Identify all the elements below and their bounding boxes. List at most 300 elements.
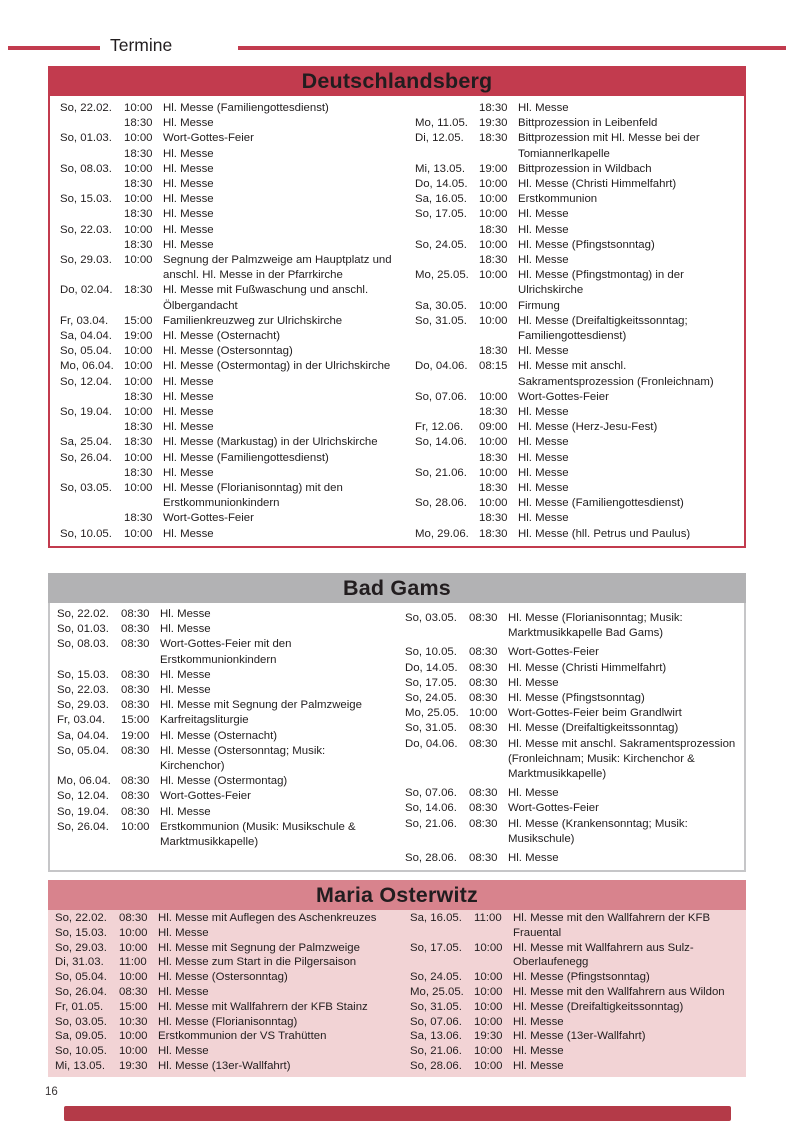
event-date: So, 17.05. (415, 208, 467, 221)
event-label: Bittprozession in Wildbach (518, 162, 652, 175)
event-date: So, 19.04. (57, 805, 109, 818)
event-date: So, 28.06. (415, 497, 467, 510)
event-date: So, 10.05. (55, 1045, 107, 1058)
event-label: Hl. Messe (hll. Petrus und Paulus) (518, 527, 691, 540)
schedule-row (50, 451, 397, 466)
event-date (60, 390, 124, 405)
event-date: Sa, 16.05. (410, 912, 462, 924)
event-label: Hl. Messe (Christi Himmelfahrt) (518, 178, 677, 191)
schedule-row (397, 706, 744, 721)
schedule-row (397, 253, 744, 268)
schedule-row (50, 789, 397, 804)
schedule-row (397, 116, 744, 131)
schedule-row (50, 359, 397, 374)
event-label: Karfreitagsliturgie (160, 714, 249, 727)
event-label: Hl. Messe zum Start in die Pilgersaison (158, 956, 357, 969)
event-date (60, 147, 124, 162)
event-date: So, 29.03. (60, 254, 112, 267)
event-time: 08:30 (121, 790, 150, 803)
event-time: 19:00 (479, 162, 508, 175)
event-label: Hl. Messe (163, 406, 214, 419)
event-label: Hl. Messe (Dreifaltigkeitssonntag) (513, 1000, 684, 1013)
schedule-row (397, 131, 744, 161)
schedule-row (397, 527, 744, 542)
event-time: 08:30 (121, 608, 150, 620)
section-title-deutschlandsberg: Deutschlandsberg (48, 66, 746, 96)
schedule-row (397, 451, 744, 466)
event-label: Hl. Messe (518, 451, 569, 464)
event-label: Hl. Messe (Herz-Jesu-Fest) (518, 421, 658, 434)
schedule-row (48, 1059, 397, 1074)
event-time: 18:30 (479, 406, 508, 419)
event-label: Hl. Messe (163, 178, 214, 191)
event-label: Hl. Messe mit anschl. Sakramentsprozession (Fronleichnam; Musik: Kirchenchor & Marktmusikkapelle) (508, 737, 736, 781)
event-time: 11:00 (119, 956, 147, 969)
event-date (415, 223, 479, 238)
schedule-row (397, 344, 744, 359)
event-label: Wort-Gottes-Feier (160, 790, 251, 803)
event-label: Hl. Messe (Osternacht) (160, 729, 278, 742)
event-label: Hl. Messe mit den Wallfahrern der KFB Frauental (513, 912, 711, 939)
event-time: 10:30 (119, 1015, 148, 1028)
event-date: So, 22.03. (57, 684, 109, 697)
event-date (60, 238, 124, 253)
event-date: So, 05.04. (60, 345, 112, 358)
event-date: So, 07.06. (405, 787, 457, 800)
event-label: Hl. Messe (163, 117, 214, 130)
event-date: So, 26.04. (60, 451, 112, 464)
event-date: So, 03.05. (55, 1015, 107, 1028)
schedule-row (50, 131, 397, 146)
event-time: 18:30 (124, 117, 153, 130)
event-time: 18:30 (124, 284, 153, 297)
event-time: 18:30 (124, 390, 153, 403)
event-time: 10:00 (474, 941, 503, 954)
schedule-column-left (50, 607, 397, 850)
footer-bar (64, 1106, 731, 1121)
event-time: 10:00 (124, 193, 153, 206)
event-label: Hl. Messe (Familiengottesdienst) (518, 497, 684, 510)
schedule-row (48, 1029, 397, 1044)
event-time: 10:00 (469, 707, 498, 720)
event-label: Hl. Messe (508, 676, 559, 689)
event-time: 15:00 (119, 1000, 148, 1013)
schedule-row (50, 622, 397, 637)
schedule-deutschlandsberg (48, 96, 746, 548)
event-time: 18:30 (124, 466, 153, 479)
event-time: 10:00 (124, 223, 153, 236)
event-time: 19:30 (479, 117, 508, 130)
event-date: Mo, 25.05. (410, 985, 464, 998)
schedule-row (48, 970, 397, 985)
schedule-row (50, 527, 397, 542)
schedule-row (50, 435, 397, 450)
event-date: Sa, 13.06. (410, 1030, 462, 1043)
event-date (415, 481, 479, 496)
schedule-row (397, 177, 744, 192)
schedule-row (397, 801, 744, 816)
event-time: 10:00 (479, 466, 508, 479)
event-date: So, 15.03. (60, 193, 112, 206)
event-time: 10:00 (124, 406, 153, 419)
event-label: Firmung (518, 299, 560, 312)
event-date: So, 22.02. (55, 912, 107, 924)
event-label: Hl. Messe (518, 482, 569, 495)
event-time: 10:00 (479, 390, 508, 403)
schedule-row (397, 851, 744, 866)
event-date (60, 207, 124, 222)
event-label: Hl. Messe (160, 608, 211, 620)
schedule-row (50, 683, 397, 698)
event-label: Hl. Messe (Pfingstsonntag) (518, 238, 655, 251)
schedule-row (48, 1044, 397, 1059)
event-date: So, 19.04. (60, 406, 112, 419)
event-date: Mi, 13.05. (415, 162, 466, 175)
event-label: Hl. Messe (163, 527, 214, 540)
event-label: Hl. Messe (Pfingstsonntag) (508, 692, 645, 705)
event-date: So, 12.04. (57, 790, 109, 803)
event-label: Hl. Messe (518, 254, 569, 267)
schedule-row (50, 511, 397, 526)
section-bad-gams (48, 573, 746, 872)
event-label: Hl. Messe (Ostersonntag; Musik: Kirchenchor) (160, 744, 326, 773)
event-time: 08:30 (469, 722, 498, 735)
schedule-row (397, 691, 744, 706)
event-time: 10:00 (479, 269, 508, 282)
event-time: 18:30 (124, 208, 153, 221)
section-title-bad-gams: Bad Gams (48, 573, 746, 603)
event-date (415, 511, 479, 526)
event-time: 10:00 (124, 345, 153, 358)
schedule-row (397, 721, 744, 736)
event-date: So, 01.03. (57, 623, 109, 636)
schedule-column-right (397, 911, 746, 1074)
event-label: Wort-Gottes-Feier (163, 132, 254, 145)
event-time: 18:30 (124, 421, 153, 434)
schedule-row (397, 911, 746, 941)
event-date: So, 17.05. (405, 676, 457, 689)
event-time: 08:30 (469, 661, 498, 674)
kicker-rule-right (238, 46, 786, 50)
event-date: So, 24.05. (405, 692, 457, 705)
event-label: Hl. Messe (Pfingstsonntag) (513, 971, 650, 984)
event-label: Hl. Messe (518, 208, 569, 221)
event-label: Hl. Messe (Markustag) in der Ulrichskirche (163, 436, 378, 449)
section-maria-osterwitz (48, 880, 746, 1077)
event-time: 10:00 (479, 193, 508, 206)
event-time: 08:30 (121, 684, 150, 697)
event-time: 09:00 (479, 421, 508, 434)
event-date: So, 14.06. (405, 802, 457, 815)
event-label: Hl. Messe (513, 1015, 564, 1028)
event-label: Wort-Gottes-Feier (508, 802, 599, 815)
schedule-row (50, 192, 397, 207)
schedule-row (50, 481, 397, 511)
event-time: 10:00 (124, 375, 153, 388)
event-time: 10:00 (474, 985, 503, 998)
schedule-row (397, 970, 746, 985)
schedule-row (50, 329, 397, 344)
event-date: So, 28.06. (405, 852, 457, 865)
event-time: 10:00 (119, 971, 148, 984)
schedule-row (48, 1000, 397, 1015)
schedule-row (48, 941, 397, 956)
event-date: So, 31.05. (410, 1000, 462, 1013)
event-label: Familienkreuzweg zur Ulrichskirche (163, 314, 343, 327)
event-time: 10:00 (124, 132, 153, 145)
event-label: Hl. Messe mit Wallfahrern aus Sulz-Oberlaufenegg (513, 941, 694, 969)
schedule-row (50, 253, 397, 283)
schedule-row (50, 147, 397, 162)
schedule-row (397, 737, 744, 783)
event-date: Do, 14.05. (405, 661, 458, 674)
event-time: 10:00 (479, 208, 508, 221)
event-date: So, 21.06. (405, 817, 457, 830)
event-time: 08:30 (119, 985, 148, 998)
event-time: 10:00 (119, 941, 148, 954)
event-time: 08:30 (469, 817, 498, 830)
schedule-row (397, 511, 744, 526)
event-date: So, 22.03. (60, 223, 112, 236)
event-label: Hl. Messe mit Fußwaschung und anschl. Ölbergandacht (163, 284, 369, 312)
event-label: Hl. Messe (160, 805, 211, 818)
event-label: Hl. Messe (518, 406, 569, 419)
event-date: So, 10.05. (60, 527, 112, 540)
event-date: Sa, 09.05. (55, 1030, 107, 1043)
schedule-row (50, 405, 397, 420)
event-time: 18:30 (124, 512, 153, 525)
schedule-row (397, 985, 746, 1000)
schedule-row (50, 637, 397, 667)
schedule-row (397, 611, 744, 641)
event-date: So, 22.02. (60, 102, 112, 114)
event-date: So, 07.06. (415, 390, 467, 403)
event-label: Hl. Messe (Osternacht) (163, 330, 281, 343)
event-time: 08:30 (469, 802, 498, 815)
schedule-column-right (397, 611, 744, 866)
schedule-row (397, 435, 744, 450)
event-time: 18:30 (479, 254, 508, 267)
event-time: 08:30 (469, 692, 498, 705)
event-date: So, 12.04. (60, 375, 112, 388)
schedule-column-left (48, 911, 397, 1074)
event-date (60, 466, 124, 481)
schedule-row (50, 238, 397, 253)
event-time: 10:00 (474, 1000, 503, 1013)
event-time: 10:00 (121, 820, 150, 833)
schedule-maria-osterwitz (48, 910, 746, 1077)
event-label: Hl. Messe mit Segnung der Palmzweige (160, 699, 362, 712)
event-time: 08:30 (469, 612, 498, 624)
event-label: Wort-Gottes-Feier beim Grandlwirt (508, 707, 682, 720)
event-time: 18:30 (124, 238, 153, 251)
event-time: 08:30 (121, 744, 150, 757)
event-label: Hl. Messe (Ostermontag) (160, 775, 288, 788)
event-label: Hl. Messe (163, 208, 214, 221)
schedule-row (50, 729, 397, 744)
event-label: Hl. Messe (Ostermontag) in der Ulrichskirche (163, 360, 391, 373)
event-date: Di, 12.05. (415, 132, 464, 145)
schedule-row (50, 177, 397, 192)
event-time: 10:00 (479, 497, 508, 510)
event-label: Hl. Messe (163, 193, 214, 206)
event-time: 08:30 (469, 852, 498, 865)
event-label: Hl. Messe (Dreifaltigkeitssonntag; Familiengottesdienst) (518, 314, 688, 343)
event-time: 19:00 (124, 330, 153, 343)
event-date: Mo, 06.04. (60, 360, 114, 373)
schedule-row (397, 101, 744, 116)
event-time: 10:00 (124, 102, 153, 114)
event-label: Erstkommunion (Musik: Musikschule & Marktmusikkapelle) (160, 820, 356, 849)
event-label: Hl. Messe (518, 102, 569, 114)
section-title-maria-osterwitz: Maria Osterwitz (48, 880, 746, 910)
event-time: 18:30 (479, 102, 508, 114)
event-date: So, 05.04. (57, 744, 109, 757)
schedule-row (50, 744, 397, 774)
event-time: 08:30 (121, 623, 150, 636)
schedule-row (397, 645, 744, 660)
schedule-row (50, 698, 397, 713)
event-label: Hl. Messe (158, 985, 209, 998)
event-label: Erstkommunion (518, 193, 598, 206)
event-date: Do, 04.06. (415, 360, 468, 373)
event-date: So, 08.03. (57, 638, 109, 651)
event-time: 10:00 (124, 527, 153, 540)
event-date: Fr, 12.06. (415, 421, 464, 434)
event-time: 10:00 (119, 1030, 148, 1043)
event-time: 10:00 (119, 926, 148, 939)
schedule-row (397, 1000, 746, 1015)
event-label: Hl. Messe (518, 223, 569, 236)
event-time: 10:00 (124, 162, 153, 175)
schedule-bad-gams (48, 603, 746, 872)
schedule-row (50, 713, 397, 728)
event-label: Hl. Messe (518, 512, 569, 525)
schedule-row (50, 466, 397, 481)
event-label: Hl. Messe (163, 147, 214, 160)
event-date: So, 05.04. (55, 971, 107, 984)
schedule-row (397, 207, 744, 222)
event-label: Hl. Messe (160, 684, 211, 697)
schedule-row (50, 607, 397, 622)
event-label: Hl. Messe (Familiengottesdienst) (163, 451, 329, 464)
event-date: Di, 31.03. (55, 956, 104, 969)
event-date: So, 29.03. (55, 941, 107, 954)
schedule-row (397, 1059, 746, 1074)
event-time: 08:30 (121, 805, 150, 818)
kicker-rule-left (8, 46, 100, 50)
event-time: 10:00 (479, 238, 508, 251)
event-label: Hl. Messe mit den Wallfahrern aus Wildon (513, 985, 725, 998)
event-date: Sa, 25.04. (60, 436, 112, 449)
event-time: 15:00 (121, 714, 150, 727)
event-time: 18:30 (479, 527, 508, 540)
event-label: Hl. Messe (163, 421, 214, 434)
event-time: 10:00 (479, 299, 508, 312)
event-date (415, 451, 479, 466)
event-date: Sa, 04.04. (60, 330, 112, 343)
schedule-row (48, 955, 397, 970)
event-date: So, 03.05. (405, 612, 457, 624)
event-time: 10:00 (479, 178, 508, 191)
event-label: Wort-Gottes-Feier (163, 512, 254, 525)
event-label: Hl. Messe (13er-Wallfahrt) (513, 1030, 646, 1043)
event-label: Hl. Messe (160, 668, 211, 681)
event-time: 08:30 (119, 912, 148, 924)
event-label: Hl. Messe (Dreifaltigkeitssonntag) (508, 722, 679, 735)
schedule-column-left (50, 101, 397, 542)
event-time: 08:30 (469, 676, 498, 689)
event-label: Bittprozession mit Hl. Messe bei der Tomiannerlkapelle (518, 132, 700, 160)
event-date: So, 21.06. (410, 1045, 462, 1058)
schedule-row (397, 405, 744, 420)
event-time: 08:30 (469, 646, 498, 659)
page-number: 16 (45, 1086, 58, 1098)
event-label: Hl. Messe mit Segnung der Palmzweige (158, 941, 360, 954)
event-label: Hl. Messe (Florianisonntag) mit den Erstkommunionkindern (163, 482, 343, 510)
event-date (60, 511, 124, 526)
schedule-row (50, 207, 397, 222)
event-date: Mo, 25.05. (405, 707, 459, 720)
schedule-row (397, 238, 744, 253)
schedule-row (50, 344, 397, 359)
schedule-column-right (397, 101, 744, 542)
event-time: 18:30 (124, 178, 153, 191)
schedule-row (48, 911, 397, 926)
event-date: Fr, 03.04. (60, 314, 109, 327)
event-label: Hl. Messe (Christi Himmelfahrt) (508, 661, 667, 674)
event-date: Fr, 01.05. (55, 1000, 104, 1013)
schedule-row (397, 162, 744, 177)
event-time: 10:00 (124, 451, 153, 464)
event-time: 10:00 (474, 1059, 503, 1072)
schedule-row (48, 985, 397, 1000)
schedule-row (50, 375, 397, 390)
event-label: Wort-Gottes-Feier mit den Erstkommunionkindern (160, 638, 292, 666)
event-date: Do, 02.04. (60, 284, 113, 297)
event-date: Mo, 06.04. (57, 775, 111, 788)
event-time: 10:00 (119, 1045, 148, 1058)
schedule-row (397, 1044, 746, 1059)
event-date (60, 116, 124, 131)
event-time: 10:00 (479, 436, 508, 449)
event-label: Bittprozession in Leibenfeld (518, 117, 658, 130)
event-date: So, 21.06. (415, 466, 467, 479)
schedule-row (397, 481, 744, 496)
schedule-row (397, 817, 744, 847)
event-label: Hl. Messe (158, 926, 209, 939)
event-date (60, 177, 124, 192)
event-label: Segnung der Palmzweige am Hauptplatz und anschl. Hl. Messe in der Pfarrkirche (163, 254, 392, 282)
event-label: Hl. Messe (163, 375, 214, 388)
section-deutschlandsberg (48, 66, 746, 548)
event-date (60, 420, 124, 435)
event-date: So, 24.05. (415, 238, 467, 251)
event-time: 08:15 (479, 360, 508, 373)
event-date: Mi, 13.05. (55, 1059, 106, 1072)
event-date (415, 344, 479, 359)
event-time: 18:30 (479, 482, 508, 495)
event-label: Hl. Messe (508, 852, 559, 865)
event-time: 10:00 (124, 360, 153, 373)
schedule-row (397, 299, 744, 314)
event-time: 18:30 (479, 132, 508, 145)
event-time: 18:30 (124, 147, 153, 160)
event-date: So, 29.03. (57, 699, 109, 712)
event-date: Mo, 11.05. (415, 117, 468, 130)
event-label: Hl. Messe mit Wallfahrern der KFB Stainz (158, 1000, 368, 1013)
event-date: Fr, 03.04. (57, 714, 106, 727)
